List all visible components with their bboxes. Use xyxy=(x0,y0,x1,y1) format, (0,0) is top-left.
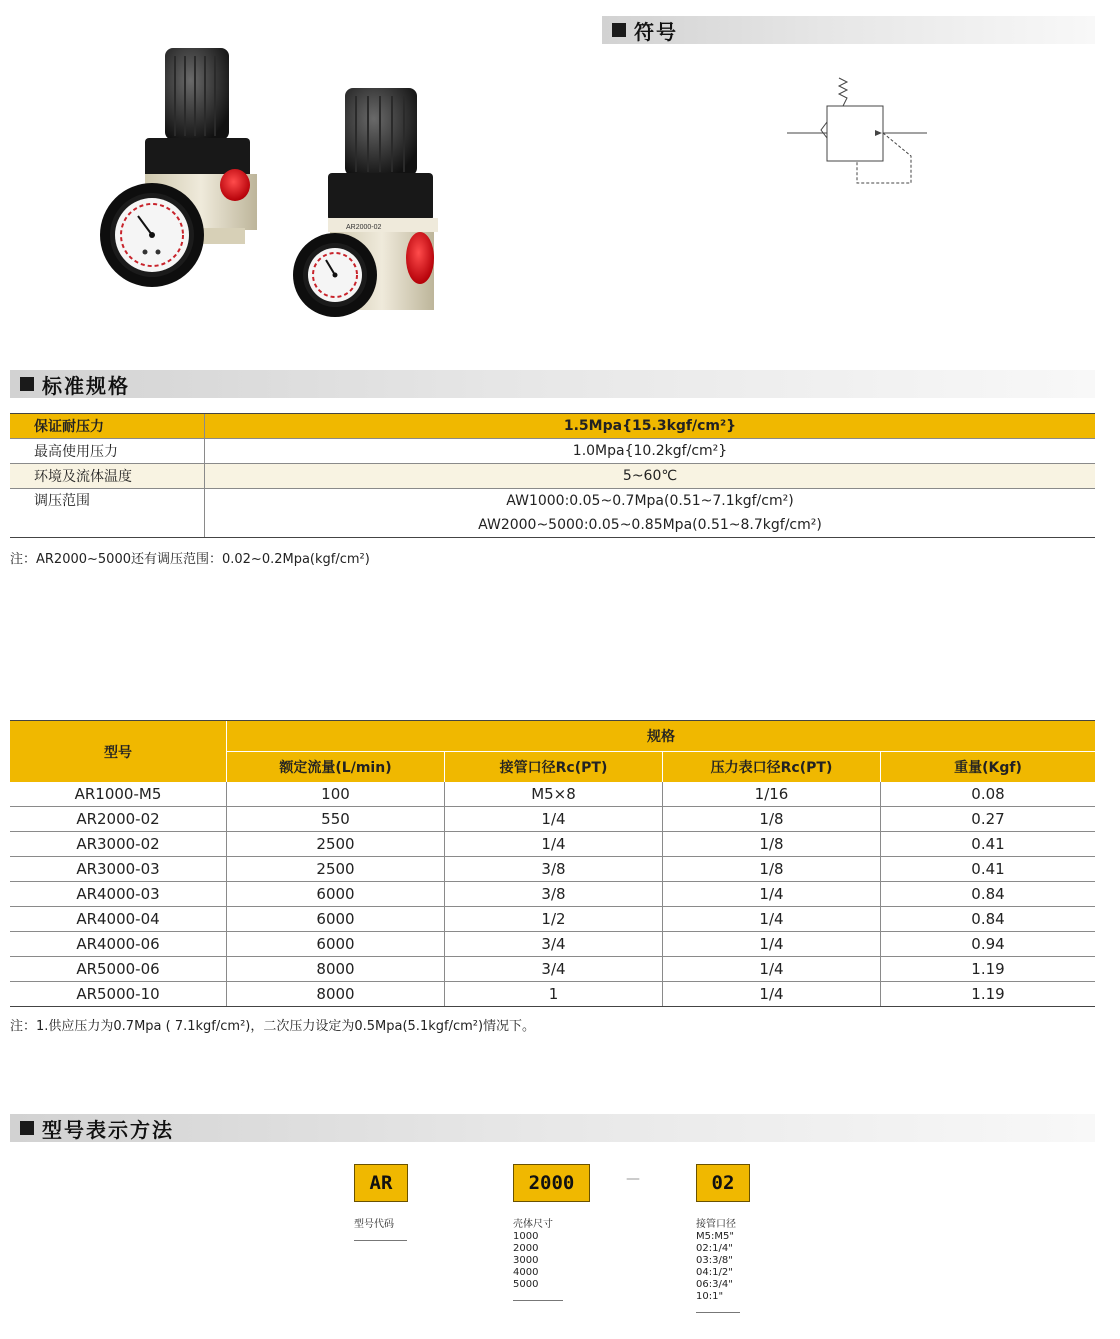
spec-value: 1.0Mpa{10.2kgf/cm²} xyxy=(205,439,1096,464)
square-bullet-icon xyxy=(612,23,626,37)
spec-cell: 1/4 xyxy=(663,907,881,932)
table-row xyxy=(10,832,1095,857)
header-column: 接管口径Rc(PT) xyxy=(445,752,663,783)
spec-table xyxy=(10,413,1095,538)
spec-cell: 3/4 xyxy=(445,932,663,957)
table-row xyxy=(10,932,1095,957)
code-port-option: 03:3/8" xyxy=(696,1255,733,1266)
code-port-option: 10:1" xyxy=(696,1291,724,1302)
spec-value: 5~60℃ xyxy=(205,464,1096,489)
table-row xyxy=(10,782,1095,807)
code-size-option: 1000 xyxy=(513,1231,539,1242)
spec-cell: 1.19 xyxy=(881,957,1096,982)
spec-cell: 6000 xyxy=(227,932,445,957)
model-cell: AR3000-02 xyxy=(10,832,227,857)
table-row xyxy=(10,857,1095,882)
spec-cell: 6000 xyxy=(227,907,445,932)
code-prefix-box: AR xyxy=(354,1164,408,1202)
model-cell: AR5000-10 xyxy=(10,982,227,1007)
code-size-option: 3000 xyxy=(513,1255,539,1266)
section-title: 符号 xyxy=(634,19,678,44)
code-dash: — xyxy=(626,1171,640,1187)
product-photo xyxy=(90,40,450,330)
spec-cell: 6000 xyxy=(227,882,445,907)
table-row xyxy=(10,957,1095,982)
symbol-section-header xyxy=(602,16,1095,44)
code-prefix-caption: 型号代码 xyxy=(354,1219,394,1230)
code-port-caption: 接管口径 xyxy=(696,1219,736,1230)
spec-value-line: AW2000~5000:0.05~0.85Mpa(0.51~8.7kgf/cm²) xyxy=(478,517,822,533)
model-cell: AR3000-03 xyxy=(10,857,227,882)
caption-underline xyxy=(696,1312,740,1313)
model-cell: AR4000-03 xyxy=(10,882,227,907)
model-table xyxy=(10,720,1095,1007)
model-section-header xyxy=(10,1114,1095,1142)
square-bullet-icon xyxy=(20,1121,34,1135)
spec-cell: 1.19 xyxy=(881,982,1096,1007)
spec-row xyxy=(10,439,1095,464)
code-size-option: 4000 xyxy=(513,1267,539,1278)
header-column: 压力表口径Rc(PT) xyxy=(663,752,881,783)
header-column: 额定流量(L/min) xyxy=(227,752,445,783)
spec-label: 环境及流体温度 xyxy=(10,464,205,489)
model-cell: AR2000-02 xyxy=(10,807,227,832)
code-size-caption: 壳体尺寸 xyxy=(513,1219,553,1230)
header-column: 重量(Kgf) xyxy=(881,752,1096,783)
spec-cell: 1/4 xyxy=(663,982,881,1007)
spec-note: 注：AR2000~5000还有调压范围：0.02~0.2Mpa(kgf/cm²) xyxy=(10,552,370,567)
code-size-option: 5000 xyxy=(513,1279,539,1290)
regulator-small xyxy=(293,88,438,317)
code-port-box: 02 xyxy=(696,1164,750,1202)
model-note: 注：1.供应压力为0.7Mpa ( 7.1kgf/cm²)，二次压力设定为0.5Mpa(5.1kgf/cm²)情况下。 xyxy=(10,1019,536,1034)
header-model: 型号 xyxy=(10,721,227,783)
spec-cell: 0.84 xyxy=(881,907,1096,932)
table-row xyxy=(10,907,1095,932)
header-spec: 规格 xyxy=(227,721,1096,752)
spec-cell: 3/4 xyxy=(445,957,663,982)
table-row xyxy=(10,982,1095,1007)
spec-cell: 0.27 xyxy=(881,807,1096,832)
spec-cell: 100 xyxy=(227,782,445,807)
code-port-option: M5:M5" xyxy=(696,1231,734,1242)
caption-underline xyxy=(354,1240,407,1241)
regulator-large xyxy=(100,48,257,287)
section-title: 型号表示方法 xyxy=(42,1117,174,1142)
spec-cell: 3/8 xyxy=(445,857,663,882)
model-cell: AR4000-04 xyxy=(10,907,227,932)
spec-cell: 8000 xyxy=(227,982,445,1007)
spec-value-multiline xyxy=(205,489,1096,538)
spec-cell: 0.41 xyxy=(881,832,1096,857)
spec-cell: 3/8 xyxy=(445,882,663,907)
model-table-body xyxy=(10,782,1095,1007)
spec-value-line: AW1000:0.05~0.7Mpa(0.51~7.1kgf/cm²) xyxy=(506,493,794,509)
spec-cell: 1/8 xyxy=(663,857,881,882)
section-title: 标准规格 xyxy=(42,373,130,398)
spec-cell: 8000 xyxy=(227,957,445,982)
spec-cell: 2500 xyxy=(227,832,445,857)
spec-cell: 1/4 xyxy=(663,932,881,957)
code-size-box: 2000 xyxy=(513,1164,590,1202)
spec-label: 调压范围 xyxy=(10,489,205,538)
spec-section-header xyxy=(10,370,1095,398)
model-stamp: AR2000-02 xyxy=(346,224,382,231)
spec-row xyxy=(10,414,1095,439)
spec-cell: 1/4 xyxy=(663,882,881,907)
spec-cell: 1/4 xyxy=(445,832,663,857)
code-port-option: 04:1/2" xyxy=(696,1267,733,1278)
caption-underline xyxy=(513,1300,563,1301)
spec-cell: 1/4 xyxy=(663,957,881,982)
table-row xyxy=(10,807,1095,832)
spec-cell: 1/16 xyxy=(663,782,881,807)
spec-cell: 1/8 xyxy=(663,807,881,832)
spec-cell: 0.94 xyxy=(881,932,1096,957)
regulator-symbol-diagram xyxy=(785,70,935,190)
spec-row xyxy=(10,489,1095,538)
code-size-option: 2000 xyxy=(513,1243,539,1254)
spec-cell: 0.84 xyxy=(881,882,1096,907)
model-cell: AR5000-06 xyxy=(10,957,227,982)
spec-cell: 0.08 xyxy=(881,782,1096,807)
model-table-header-row xyxy=(10,721,1095,752)
code-port-caption-block xyxy=(696,1219,736,1303)
spec-value: 1.5Mpa{15.3kgf/cm²} xyxy=(205,414,1096,439)
square-bullet-icon xyxy=(20,377,34,391)
code-port-option: 06:3/4" xyxy=(696,1279,733,1290)
spec-cell: 1/4 xyxy=(445,807,663,832)
model-cell: AR4000-06 xyxy=(10,932,227,957)
spec-cell: 1 xyxy=(445,982,663,1007)
spec-cell: 1/8 xyxy=(663,832,881,857)
spec-cell: M5×8 xyxy=(445,782,663,807)
spec-cell: 0.41 xyxy=(881,857,1096,882)
spec-cell: 550 xyxy=(227,807,445,832)
spec-cell: 1/2 xyxy=(445,907,663,932)
spec-row xyxy=(10,464,1095,489)
model-cell: AR1000-M5 xyxy=(10,782,227,807)
code-size-caption-block xyxy=(513,1219,553,1291)
spec-label: 保证耐压力 xyxy=(10,414,205,439)
table-row xyxy=(10,882,1095,907)
code-port-option: 02:1/4" xyxy=(696,1243,733,1254)
spec-label: 最高使用压力 xyxy=(10,439,205,464)
spec-cell: 2500 xyxy=(227,857,445,882)
